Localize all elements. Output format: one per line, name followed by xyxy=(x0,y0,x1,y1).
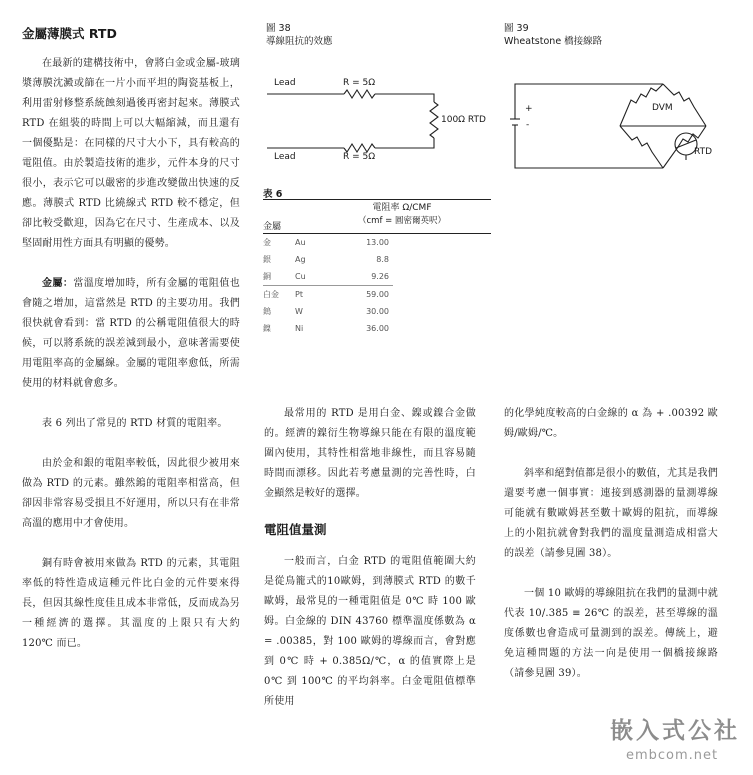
left-column xyxy=(22,24,240,654)
watermark-site: embcom.net xyxy=(626,748,719,763)
table-row: 白金 Pt 59.00 xyxy=(263,286,393,304)
figure-39-caption xyxy=(504,22,724,48)
figure-39-title: Wheatstone 橋接線路 xyxy=(504,36,603,47)
figure-39-number: 圖 39 xyxy=(504,23,529,34)
left-paragraph-5: 銅有時會被用來做為 RTD 的元素，其電阻率低的特性造成這種元件比白金的元件要來得長，但因其線性度佳且成本非常低，反而成為另一種經濟的選擇。其溫度的上限只有大約 120℃ 而已。 xyxy=(22,558,240,649)
dvm-label: DVM xyxy=(652,103,673,113)
table-row: 鎢 W 30.00 xyxy=(263,307,389,316)
right-paragraph-2: 斜率和絕對值都是很小的數值，尤其是我們還要考慮一個事實：連接到感測器的量測導線可能就有數歐姆甚至數十歐姆的阻抗，而導線上的小阻抗就會對我們的溫度量測造成相當大的誤差（請參見圖 38）。 xyxy=(504,468,718,559)
resistor-bottom xyxy=(344,144,375,152)
resistivity-table xyxy=(263,234,393,337)
battery-plus: + xyxy=(525,104,533,114)
middle-paragraph-1: 最常用的 RTD 是用白金、鎳或鎳合金做的。經濟的鎳衍生物導線只能在有限的溫度範圍內使用，其特性相當地非線性，而且容易隨時間而漂移。因此若考慮量測的完善性時，白金顯然是較好的選擇。 xyxy=(264,408,476,499)
bridge-resistor-lower-left xyxy=(620,126,663,168)
table-row: 銅 Cu 9.26 xyxy=(263,272,389,281)
figure-38-diagram xyxy=(262,70,502,180)
lead-label-top: Lead xyxy=(274,78,296,88)
rtd-bridge-label: RTD xyxy=(694,147,713,157)
rtd-label: 100Ω RTD xyxy=(441,115,486,125)
section-title: 金屬薄膜式 RTD xyxy=(22,26,117,41)
watermark-brand: 嵌入式公社 xyxy=(610,718,740,744)
right-paragraph-3: 一個 10 歐姆的導線阻抗在我們的量測中就代表 10/.385 ≡ 26℃ 的誤差，甚至導線的溫度係數也會造成可量測到的誤差。傳統上，避免這種問題的方法一向是使用一個橋接線路（請參見圖 39）。 xyxy=(504,588,718,679)
left-paragraph-3: 表 6 列出了常見的 RTD 材質的電阻率。 xyxy=(42,418,228,429)
middle-column xyxy=(264,404,476,712)
left-paragraph-1: 在最新的建構技術中，會將白金或金屬-玻璃漿薄膜沈澱或篩在一片小而平坦的陶瓷基板上，利用雷射修整系統蝕刻過後再密封起來。薄膜式 RTD 在組裝的時間上可以大幅縮減，而且還有一個優點是：在同樣的尺寸大小下，具有較高的電阻值。由於製造技術的進步，元件本身的尺寸很小，表示它可以嚴密的步進改變做出快速的反應。薄膜式 RTD 比繞線式 RTD 較不穩定，但卻比較受歡迎，因為它在尺寸、生產成本、以及堅固耐用性方面具有明顯的優勢。 xyxy=(22,58,240,249)
metals-lead: 金屬： xyxy=(42,278,74,289)
left-paragraph-4: 由於金和銀的電阻率較低，因此很少被用來做為 RTD 的元素。雖然鎢的電阻率相當高，但卻因非常容易受損且不好運用，所以只有在非常高溫的應用中才會使用。 xyxy=(22,458,240,529)
figure-38-title: 導線阻抗的效應 xyxy=(266,36,333,47)
lead-label-bottom: Lead xyxy=(274,152,296,162)
resistor-label-bottom: R = 5Ω xyxy=(343,152,376,162)
left-paragraph-2 xyxy=(22,274,240,394)
table-6-label: 表 6 xyxy=(263,189,283,200)
battery-minus: - xyxy=(526,120,530,130)
metals-text: 當溫度增加時，所有金屬的電阻值也會隨之增加，這當然是 RTD 的主要功用。我們很快就會看到：當 RTD 的公稱電阻值很大的時候，可以將系統的誤差減到最小，意味著需要使用電阻率高的金屬線。金屬的電阻率愈低，所需使用的材料就會愈多。 xyxy=(22,278,241,389)
right-paragraph-1: 的化學純度較高的白金線的 α 為 + .00392 歐姆/歐姆/℃。 xyxy=(504,408,718,439)
table-top-rule xyxy=(263,199,491,200)
resistor-top xyxy=(344,90,375,98)
middle-paragraph-2: 一般而言，白金 RTD 的電阻值範圍大約是從鳥籠式的10歐姆，到薄膜式 RTD 的數千歐姆，最常見的一種電阻值是 0℃ 時 100 歐姆。白金線的 DIN 43760 標準溫度係數為 α = .00385，對 100 歐姆的導線而言，會對應到 0℃ 時 + 0.385Ω/℃，α 的值實際上是 0℃ 到 100℃ 的平均斜率。白金電阻值標準所使用 xyxy=(264,556,476,707)
figure-39-diagram xyxy=(508,76,738,186)
figure-38-caption xyxy=(266,22,466,48)
right-column xyxy=(504,404,718,684)
table-row: 金 Au 13.00 xyxy=(263,238,389,247)
table-row: 鎳 Ni 36.00 xyxy=(263,324,389,333)
resistor-label-top: R = 5Ω xyxy=(343,78,376,88)
measurement-heading: 電阻值量測 xyxy=(264,522,327,537)
table-row: 銀 Ag 8.8 xyxy=(263,255,389,264)
table-header-resistivity: 電阻率 Ω/CMF （cmf = 圓密爾英呎） xyxy=(358,203,446,226)
table-header-metal: 金屬 xyxy=(263,222,282,232)
rtd-resistor xyxy=(430,102,438,138)
figure-38-number: 圖 38 xyxy=(266,23,291,34)
